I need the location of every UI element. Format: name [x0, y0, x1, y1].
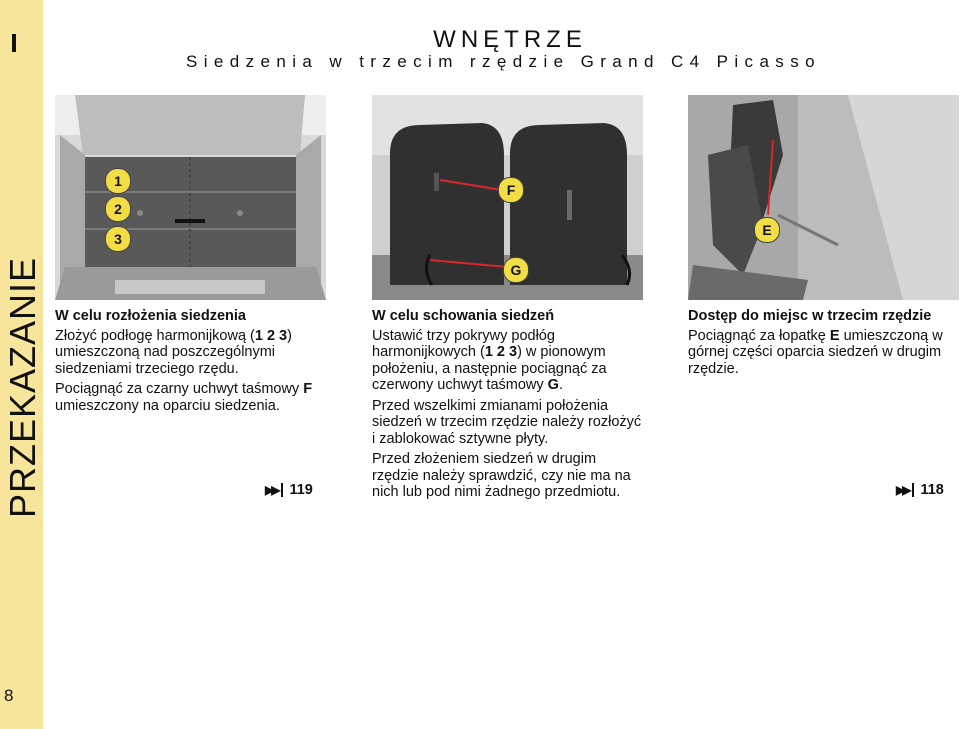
unfold-instructions — [55, 308, 327, 418]
callout-F: F — [498, 177, 524, 203]
forward-arrow-icon: ▶▶ — [265, 483, 283, 497]
page-reference-118[interactable] — [896, 482, 944, 498]
fold-paragraph-1: Ustawić trzy pokrywy podłóg harmonijkowych (1 2 3) w pionowym położeniu, a następnie pociągnąć za czerwony uchwyt taśmowy G. — [372, 327, 607, 393]
access-instructions — [688, 308, 956, 381]
fold-paragraph-2: Przed wszelkimi zmianami położenia siedzeń w trzecim rzędzie należy rozłożyć i zablokować sztywne płyty. — [372, 397, 642, 447]
callout-E: E — [754, 217, 780, 243]
forward-arrow-icon: ▶▶ — [896, 483, 914, 497]
access-heading: Dostęp do miejsc w trzecim rzędzie — [688, 308, 932, 324]
fold-instructions — [372, 308, 644, 505]
callout-1: 1 — [105, 168, 131, 194]
unfold-heading: W celu rozłożenia siedzenia — [55, 308, 246, 324]
callout-G: G — [503, 257, 529, 283]
fold-heading: W celu schowania siedzeń — [372, 308, 555, 324]
access-paragraph-1: Pociągnąć za łopatkę E umieszczoną w górnej części oparcia siedzeń w drugim rzędzie. — [688, 327, 943, 377]
page-number: 8 — [4, 686, 14, 705]
trunk-floor-photo — [55, 95, 326, 300]
seat-backs-photo — [372, 95, 643, 300]
page-subtitle: Siedzenia w trzecim rzędzie Grand C4 Picasso — [186, 52, 821, 71]
callout-2: 2 — [105, 196, 131, 222]
page-reference-119[interactable] — [265, 482, 313, 498]
page-reference-number: 119 — [289, 482, 313, 498]
unfold-paragraph-1: Złożyć podłogę harmonijkową (1 2 3) umieszczoną nad poszczególnymi siedzeniami trzeciego rzędu. — [55, 327, 292, 377]
page-title: WNĘTRZE — [433, 26, 587, 53]
section-title: PRZEKAZANIE — [2, 256, 43, 518]
sidebar — [0, 0, 43, 729]
seat-access-photo — [688, 95, 959, 300]
page-reference-number: 118 — [920, 482, 944, 498]
fold-paragraph-3: Przed złożeniem siedzeń w drugim rzędzie należy sprawdzić, czy nie ma na nich lub pod nimi żadnego przedmiotu. — [372, 451, 631, 500]
callout-3: 3 — [105, 226, 131, 252]
unfold-paragraph-2: Pociągnąć za czarny uchwyt taśmowy F umieszczony na oparciu siedzenia. — [55, 381, 313, 414]
